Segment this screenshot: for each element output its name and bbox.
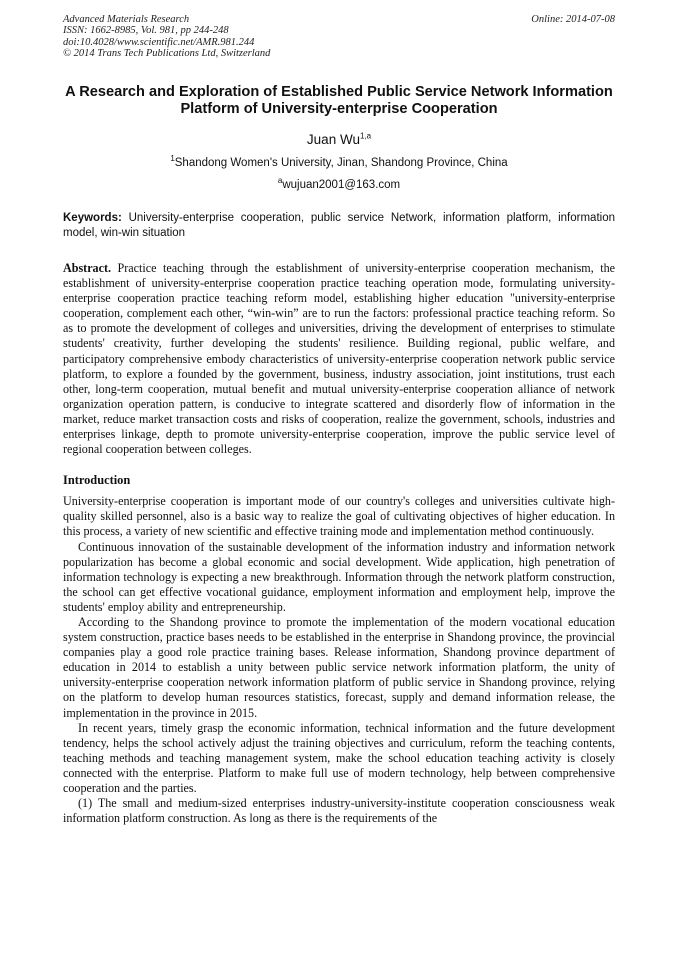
copyright: © 2014 Trans Tech Publications Ltd, Switzerland [63, 47, 271, 59]
paragraph: Continuous innovation of the sustainable development of the information industry and information network popularization has become a global economic and social development. Wide application, high penetration of information technology is expecting a new breakthrough. Information through the network platform construction, the school can get effective vocational guidance, employment information and employment help, improve the students' employ ability and entrepreneurship. [63, 539, 615, 614]
abstract-text: Practice teaching through the establishment of university-enterprise cooperation mechanism, the establishment of university-enterprise cooperation practice teaching operation mode, formulating university-enterprise cooperation practice teaching reform model, establishing higher education "university-enterprise cooperation, complement each other, “win-win” are to run the factors: professional practice teaching reform. So as to promote the development of colleges and universities, driving the development of enterprises to stimulate students' creativity, further developing the students' resilience. Building regional, public welfare, and participatory comprehensive embody characteristics of university-enterprise cooperation network public service platform, to explore a founded by the government, business, industry association, joint institutions, trust each other, long-term cooperation, mutual benefit and mutual university-enterprise cooperation alliance of network organization operation pattern, is conducive to integrate scattered and disorderly flow of information in the market, reduce market transaction costs and risks of cooperation, realize the government, schools, industries and enterprises linkage, depth to promote university-enterprise cooperation, improve the public service level of regional cooperation between colleges. [63, 261, 615, 457]
abstract [63, 261, 615, 457]
paragraph: (1) The small and medium-sized enterprises industry-university-institute cooperation consciousness weak information platform construction. As long as there is the requirements of the [63, 796, 615, 826]
keywords-label: Keywords: [63, 212, 122, 224]
paper-title: A Research and Exploration of Established Public Service Network Information Platform of University-enterprise Cooperation [65, 84, 613, 117]
paragraph: In recent years, timely grasp the economic information, technical information and the future development tendency, helps the school actively adjust the training objectives and curriculum, reform the teaching contents, teaching methods and teaching management system, make the school education teaching activity is closely connected with the enterprise. Platform to make full use of modern technology, help between comprehensive cooperation and the parties. [63, 720, 615, 795]
section-heading-introduction: Introduction [63, 473, 131, 488]
affiliation [63, 156, 615, 170]
journal-header [63, 14, 615, 66]
author-superscript: 1,a [359, 131, 372, 141]
issn-volume: ISSN: 1662-8985, Vol. 981, pp 244-248 [63, 25, 229, 37]
author-email [63, 178, 615, 192]
affiliation-text: Shandong Women's University, Jinan, Shandong Province, China [174, 157, 508, 169]
author-name: Juan Wu [306, 132, 360, 147]
publication-info [63, 14, 363, 59]
online-date: Online: 2014-07-08 [531, 14, 615, 25]
paragraph: University-enterprise cooperation is important mode of our country's colleges and universities cultivate high-quality skilled personnel, also is a basic way to realize the goal of cultivating objectives of higher education. In this process, a variety of new scientific and effective training mode and implementation method continuously. [63, 494, 615, 539]
keywords [63, 211, 615, 241]
keywords-text: University-enterprise cooperation, public service Network, information platform, information model, win-win situation [63, 212, 615, 239]
email-text: wujuan2001@163.com [282, 179, 401, 191]
paragraph: According to the Shandong province to promote the implementation of the modern vocational education system construction, practice bases needs to be established in the enterprise in Shandong province, the provincial companies play a good role practice training bases. Release information, Shandong province department of education in 2014 to establish a unity between public service network information platform, the unity of university-enterprise cooperation network information platform of public service in Shandong province, relying on the platform to develop human resources statistics, forecast, supply and demand information release, the implementation in the province in 2015. [63, 614, 615, 720]
doi: doi:10.4028/www.scientific.net/AMR.981.244 [63, 36, 255, 48]
email-superscript: a [277, 176, 283, 186]
affiliation-superscript: 1 [170, 154, 175, 164]
abstract-label: Abstract. [63, 261, 112, 275]
journal-name: Advanced Materials Research [63, 14, 190, 25]
author-line [63, 132, 615, 148]
